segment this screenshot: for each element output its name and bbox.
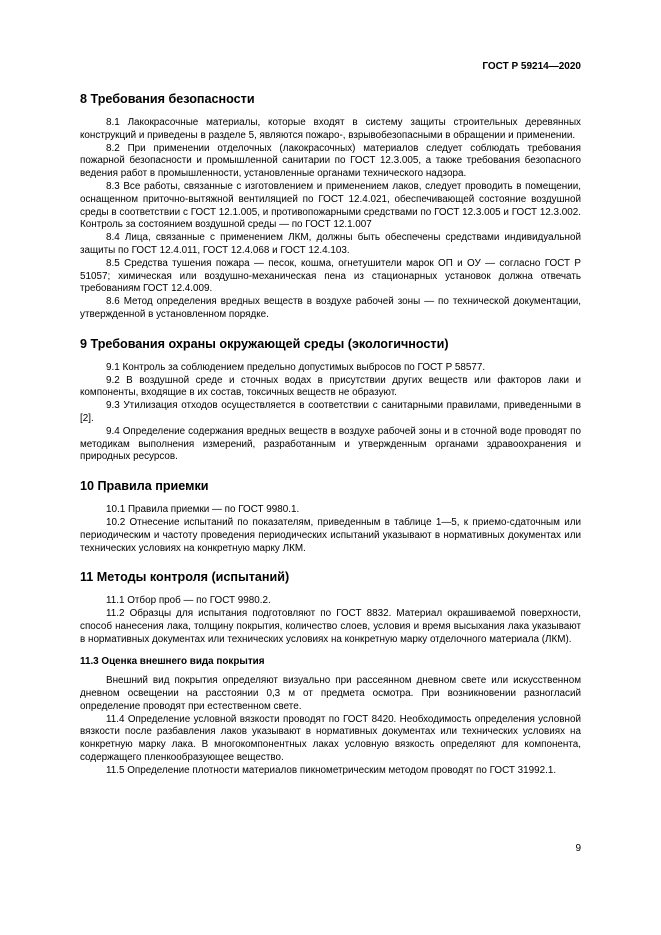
- paragraph-10-2: 10.2 Отнесение испытаний по показателям, приведенным в таблице 1—5, к приемо-сдаточным или периодическим и частоту проведения периодических испытаний указывают в нормативных документах или технических условиях на конкретную марку ЛКМ.: [80, 516, 581, 554]
- paragraph-11-4: 11.4 Определение условной вязкости проводят по ГОСТ 8420. Необходимость определения условной вязкости после разбавления лаков указывают в нормативных документах или технических условиях на конкретную марку лака. В многокомпонентных лаках условную вязкость определяют для компонента, содержащего пленкообразующее вещество.: [80, 713, 581, 764]
- paragraph-10-1: 10.1 Правила приемки — по ГОСТ 9980.1.: [106, 504, 300, 516]
- paragraph-8-3: 8.3 Все работы, связанные с изготовлением и применением лаков, следует проводить в помещении, оснащенном приточно-вытяжной вентиляцией по ГОСТ 12.4.021, обеспечивающей состояние воздушной среды в соответствии с ГОСТ 12.1.005, и противопожарными средствами по ГОСТ 12.3.005 и ГОСТ 12.3.002. Контроль за состоянием воздушной среды — по ГОСТ 12.1.007: [80, 180, 581, 231]
- section-9-heading: 9 Требования охраны окружающей среды (экологичности): [80, 336, 449, 351]
- paragraph-11-5: 11.5 Определение плотности материалов пикнометрическим методом проводят по ГОСТ 31992.1.: [106, 764, 557, 776]
- section-10-heading: 10 Правила приемки: [80, 479, 209, 494]
- page-number: 9: [575, 843, 581, 854]
- paragraph-9-3: 9.3 Утилизация отходов осуществляется в соответствии с санитарными правилами, приведенными в [2].: [80, 400, 581, 424]
- paragraph-8-2: 8.2 При применении отделочных (лакокрасочных) материалов следует соблюдать требования пожарной безопасности и промышленной санитарии по ГОСТ 12.3.005, а также требования безопасного ведения работ в промышленности, установленные органами технического надзора.: [80, 142, 581, 180]
- subsection-11-3-heading: 11.3 Оценка внешнего вида покрытия: [80, 655, 265, 667]
- paragraph-11-2: 11.2 Образцы для испытания подготовляют по ГОСТ 8832. Материал окрашиваемой поверхности, способ нанесения лака, толщину покрытия, количество слоев, условия и время высыхания лака указывают в нормативных документах или технических условиях на конкретную марку отделочного материала (ЛКМ).: [80, 608, 581, 645]
- paragraph-11-1: 11.1 Отбор проб — по ГОСТ 9980.2.: [106, 595, 271, 607]
- paragraph-8-5: 8.5 Средства тушения пожара — песок, кошма, огнетушители марок ОП и ОУ — согласно ГОСТ Р 51057; химическая или воздушно-механическая пена из стационарных установок должна отвечать требованиям ГОСТ 12.4.009.: [80, 257, 581, 295]
- paragraph-9-1: 9.1 Контроль за соблюдением предельно допустимых выбросов по ГОСТ Р 58577.: [106, 361, 486, 373]
- section-8-heading: 8 Требования безопасности: [80, 92, 255, 106]
- page-body: [80, 91, 581, 778]
- paragraph-8-4: 8.4 Лица, связанные с применением ЛКМ, должны быть обеспечены средствами индивидуальной защиты по ГОСТ 12.4.011, ГОСТ 12.4.068 и ГОСТ 12.4.103.: [80, 232, 581, 256]
- paragraph-9-4: 9.4 Определение содержания вредных веществ в воздухе рабочей зоны и в сточной воде проводят по методикам выполнения измерений, разработанным и утвержденным органами здравоохранения и природных ресурсов.: [80, 425, 581, 463]
- paragraph-8-6: 8.6 Метод определения вредных веществ в воздухе рабочей зоны — по технической документации, утвержденной в установленном порядке.: [80, 296, 581, 320]
- paragraph-11-3: Внешний вид покрытия определяют визуально при рассеянном дневном свете или искусственном дневном освещении на расстоянии 0,3 м от предмета осмотра. При возникновении разногласий определение проводят при естественном свете.: [80, 675, 581, 712]
- document-standard-code: ГОСТ Р 59214—2020: [482, 61, 581, 72]
- section-11-heading: 11 Методы контроля (испытаний): [80, 570, 290, 585]
- paragraph-9-2: 9.2 В воздушной среде и сточных водах в присутствии других веществ или факторов лаки и компоненты, входящие в их состав, токсичных веществ не образуют.: [80, 374, 581, 399]
- paragraph-8-1: 8.1 Лакокрасочные материалы, которые входят в систему защиты строительных деревянных конструкций и приведены в разделе 5, являются пожаро-, взрывобезопасными в обращении и применении.: [80, 117, 581, 141]
